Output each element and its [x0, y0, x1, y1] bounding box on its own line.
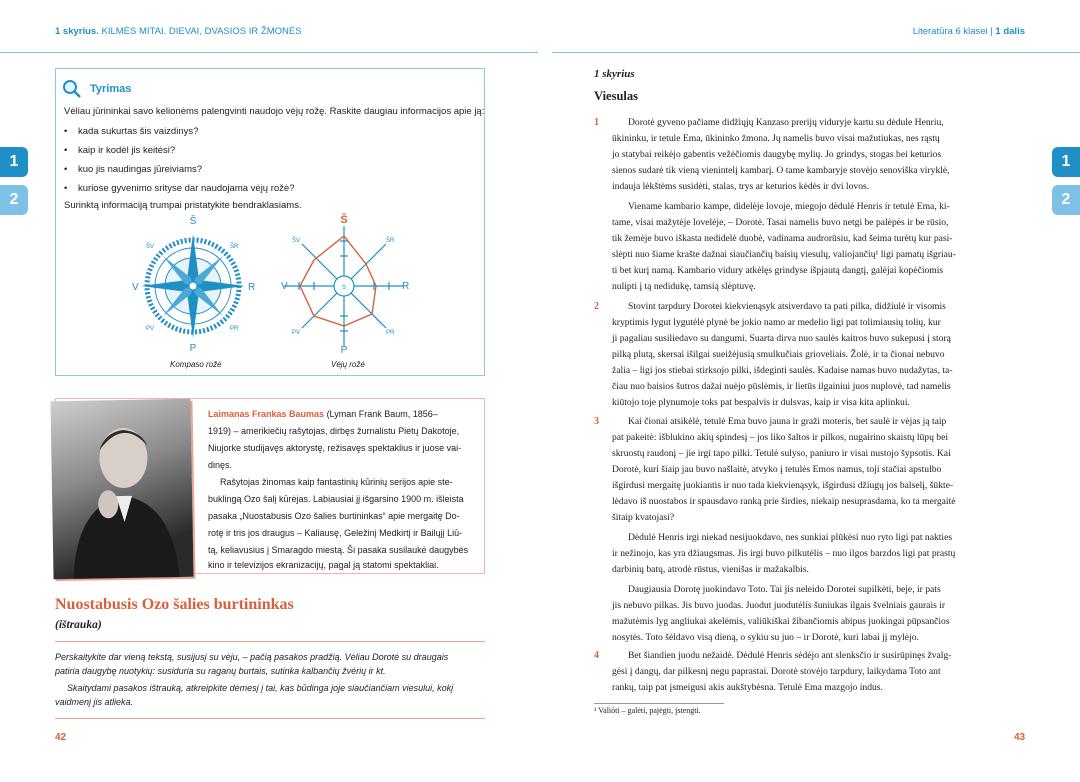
- bio-line: tą, keliavusius į Smaragdo miestą. Ši pasaka susilaukė daugybės: [208, 545, 469, 555]
- text-line: mažutėmis lyg angliukai akelėmis, valiūkiškai žibančiomis abipus juokingai pūpsančios: [612, 616, 950, 627]
- text-line: darbinių batų, atrodė rūstus, vienišas ir mažakalbis.: [612, 564, 809, 575]
- bio-line: pasaka „Nuostabusis Ozo šalies burtininkas“ apie mergaitę Do-: [208, 511, 460, 521]
- windrose-label-nw: ŠV: [292, 238, 301, 244]
- running-header-left: 1 skyrius. KILMĖS MITAI. DIEVAI, DVASIOS IR ŽMONĖS: [55, 26, 302, 37]
- magnifier-icon: [62, 79, 82, 99]
- compass-label-w: V: [132, 282, 139, 293]
- text-line: lėdavo iš nuostabos ir spausdavo ranką prie širdies, niekaip nesuprasdama, ko ta mergaitė: [612, 496, 956, 507]
- research-question: • kada sukurtas šis vaizdinys?: [78, 126, 198, 137]
- text-line: Stovint tarpdury Dorotei kiekvienąsyk atsiverdavo ta pati pilka, didžiulė ir visomis: [628, 301, 946, 312]
- running-header-right: Literatūra 6 klasei | 1 dalis: [912, 26, 1025, 37]
- page-number-left: 42: [55, 732, 67, 743]
- text-line: žalia – ligi jos stiebai stirksojo pilki, išdeginti saulės. Kadaise namas buvo nudažytas, ta-: [612, 365, 953, 376]
- compass-caption: Kompaso rožė: [170, 360, 222, 369]
- bio-line: Laimanas Frankas Baumas (Lyman Frank Baum, 1856–: [208, 409, 438, 419]
- instruction-line: vaidmenį jis atlieka.: [55, 697, 134, 707]
- author-portrait: [50, 399, 193, 579]
- paragraph-number: 3: [594, 416, 599, 427]
- section-tab-2-right[interactable]: 2: [1052, 185, 1080, 215]
- text-line: tame, visai mažytėje lovelėje, – Dorotė. Tasai namelis buvo netgi be palėpės ir be rūsio,: [612, 217, 949, 228]
- windrose-label-se: PR: [386, 330, 395, 336]
- instructions-bottom-rule: [55, 718, 485, 719]
- bio-line: 1919) – amerikiečių rašytojas, dirbęs žurnalistu Pietų Dakotoje,: [208, 426, 460, 436]
- text-line: kryptimis lygut lygutėlė plynė be jokio namo ar medelio ligi pat tolimiausių tolių, kur: [612, 317, 941, 328]
- text-line: pilką plutą, skersai išilgai sueižėjusią smulkučiais grioveliais. Žolė, ir ta čionai nebuvo: [612, 349, 945, 360]
- wind-rose-figure: [282, 212, 412, 354]
- text-line: nosytės. Toto šėldavo visą dieną, o sykiu su juo – ir Dorotė, kuri labai jį mylėjo.: [612, 632, 919, 643]
- bio-line: Niujorke studijavęs aktorystę, režisavęs spektaklius ir juose vai-: [208, 443, 462, 453]
- compass-label-n: Š: [189, 216, 197, 227]
- paragraph-number: 4: [594, 650, 599, 661]
- windrose-center-label: S: [341, 285, 347, 291]
- windrose-label-e: R: [402, 281, 410, 292]
- text-line: jo statybai reikėjo gabentis vežėčiomis daugybę mylių. Jo grindys, stogas bei keturios: [612, 149, 942, 160]
- windrose-label-n: Š: [340, 214, 348, 226]
- text-line: ūkininku, ir tetule Ema, ūkininko žmona. Jų namelis buvo visai mažutiukas, nes rąstų: [612, 133, 940, 144]
- compass-label-ne: ŠR: [230, 244, 239, 250]
- chapter-label: 1 skyrius: [594, 68, 635, 80]
- instruction-line: Perskaitykite dar vieną tekstą, susijusį su vėju, – pačią pasakos pradžią. Vėliau Dorotė su draugais: [55, 652, 449, 662]
- instructions-top-rule: [55, 641, 485, 642]
- text-line: kiūtojo toje plynumoje toks pat bespalvis ir dulsvas, kaip ir visa kita aplinkui.: [612, 397, 910, 408]
- research-question: • kaip ir kodėl jis keitėsi?: [78, 145, 175, 156]
- story-title: Nuostabusis Ozo šalies burtininkas: [55, 596, 294, 613]
- compass-rose-figure: [130, 214, 260, 354]
- text-line: pat pakeitė: išblukino akių spindesį – jos liko šaltos ir pilkos, nugairino skaistų lūpų bei: [612, 432, 949, 443]
- text-line: Bet šiandien juodu nežaidė. Dėdulė Henris sėdėjo ant slenksčio ir susirūpinęs žvalg-: [628, 650, 952, 661]
- text-line: Daugiausia Dorotę juokindavo Toto. Tai jis neleido Dorotei supilkėti, beje, ir pats: [628, 584, 941, 595]
- text-line: išgirdusi mergaitę juokiantis ir nuo tada kiekvienąsyk, išgirdusi džiugų jos balselį, šūkte-: [612, 480, 954, 491]
- text-line: Dėdulė Henris irgi niekad nesijuokdavo, nes sunkiai plūkėsi nuo ryto ligi pat nakties: [628, 532, 953, 543]
- windrose-caption: Vėjų rožė: [331, 360, 365, 369]
- text-line: jis nebuvo pilkas. Jis buvo juodas. Juodut juodutėlis šuniukas ilgais švelniais gaurais ir: [612, 600, 946, 611]
- footnote-rule: [594, 703, 724, 704]
- section-tab-1-right[interactable]: 1: [1052, 147, 1080, 177]
- paragraph-number: 1: [594, 117, 599, 128]
- text-line: ir nežinojo, kas yra džiaugsmas. Jis irgi buvo pilkutėlis – nuo ilgos barzdos ligi pat prastų: [612, 548, 956, 559]
- text-line: skruostų raudonį – jie irgi tapo pilki. Tetulė sulyso, paniuro ir visai nustojo šypsotis. Kai: [612, 448, 951, 459]
- bio-line: rotę ir tris jos draugus – Kaliausę, Geležinį Medkirtį ir Bailųjį Liū-: [208, 528, 463, 538]
- paragraph-number: 2: [594, 301, 599, 312]
- header-divider-right: [552, 52, 1080, 53]
- text-line: gėsi į dangų, dar pilkesnį negu paprastai. Dorotė stovėjo tarpdury, laikydama Toto ant: [612, 666, 941, 677]
- bio-line: kino ir televizijos ekranizacijų, pagal ją statomi spektakliai.: [208, 560, 439, 570]
- text-line: ji pagaliau susiliedavo su dangumi. Suarta dirva nuo saulės kaitros buvo sukepusi į storą: [612, 333, 951, 344]
- research-question: • kuriose gyvenimo srityse dar naudojama vėjų rožė?: [78, 183, 295, 194]
- text-line: slėpti nuo šiame krašte dažnai siaučiančių baisių viesulų, valiojančių¹ ligi pamatų išgriau-: [612, 249, 956, 260]
- compass-label-s: P: [189, 343, 197, 354]
- research-heading: Tyrimas: [62, 79, 131, 99]
- page-number-right: 43: [1014, 732, 1026, 743]
- compass-label-e: R: [248, 282, 256, 293]
- text-line: indauja lėkštėms susidėti, stalas, trys ar keturios kėdės ir dvi lovos.: [612, 181, 870, 192]
- windrose-label-s: P: [340, 345, 348, 356]
- text-line: tik žemėje buvo iškasta nedidelė duobė, vadinama audrorūsiu, kad šeima turėtų kur pasi-: [612, 233, 953, 244]
- text-line: šitaip kvatojasi?: [612, 512, 675, 523]
- text-line: Kai čionai atsikėlė, tetulė Ema buvo jauna ir graži moteris, bet saulė ir vėjas ją taip: [628, 416, 947, 427]
- windrose-label-ne: ŠR: [386, 238, 395, 244]
- bio-line: dinęs.: [208, 460, 233, 470]
- text-line: Dorotė gyveno pačiame didžiųjų Kanzaso prerijų viduryje kartu su dėdule Henriu,: [628, 117, 944, 128]
- instruction-line: patiria daugybę nuotykių: susiduria su raganų burtais, sutinka kalbančių žvėrių ir kt.: [55, 666, 386, 676]
- compass-label-nw: ŠV: [146, 244, 155, 250]
- footnote: ¹ Valióti – galėti, pajėgti, įstengti.: [594, 706, 701, 715]
- text-line: Dorotė, kuri šiaip jau buvo našlaitė, atvyko į tetulės Emos namus, toji stačiai apstulbo: [612, 464, 942, 475]
- text-line: Viename kambario kampe, didelėje lovoje, miegojo dėdulė Henris ir tetulė Ema, ki-: [628, 201, 950, 212]
- windrose-label-sw: PV: [292, 330, 301, 336]
- header-divider-left: [0, 52, 538, 53]
- compass-label-sw: PV: [146, 326, 155, 332]
- text-line: sienos sudarė tik vieną vienintelį kambarį. O tame kambaryje stovėjo senoviška viryklė,: [612, 165, 950, 176]
- windrose-label-w: V: [281, 281, 288, 292]
- text-line: čiau nuo baisios šutros dažai nuėjo pūslėmis, ir lietūs ilgainiui juos nuplovė, tad namelis: [612, 381, 951, 392]
- text-line: ti bet kurį namą. Kambario vidury atkėlęs grindyse išpjautą dangtį, galėjai kopėčiomis: [612, 265, 944, 276]
- research-question: • kuo jis naudingas jūreiviams?: [78, 164, 202, 175]
- text-line: nulipti į tą nedidukę, tamsią slėptuvę.: [612, 281, 756, 292]
- text-line: rankų, taip pat įsmeigusi akis aukštybėsna. Tetulė Ema mazgojo indus.: [612, 682, 883, 693]
- story-subtitle: (ištrauka): [55, 619, 102, 631]
- research-intro: Vėliau jūrininkai savo kelionėms palengvinti naudojo vėjų rožę. Raskite daugiau informacijos apie ją:: [64, 106, 485, 117]
- section-tab-2[interactable]: 2: [0, 185, 28, 215]
- research-outro: Surinktą informaciją trumpai pristatykite bendraklasiams.: [64, 200, 302, 211]
- bio-line: Rašytojas žinomas kaip fantastinių kūrinių serijos apie ste-: [220, 477, 453, 487]
- section-tab-1[interactable]: 1: [0, 147, 28, 177]
- bio-line: buklingą Ozo šalį kūrėjas. Labiausiai jį išgarsino 1900 m. išleista: [208, 494, 464, 504]
- instruction-line: Skaitydami pasakos ištrauką, atkreipkite dėmesį į tai, kas būdinga joje siaučiančiam viesului, kokį: [67, 683, 454, 693]
- chapter-title: Viesulas: [594, 89, 638, 103]
- compass-label-se: PR: [230, 326, 239, 332]
